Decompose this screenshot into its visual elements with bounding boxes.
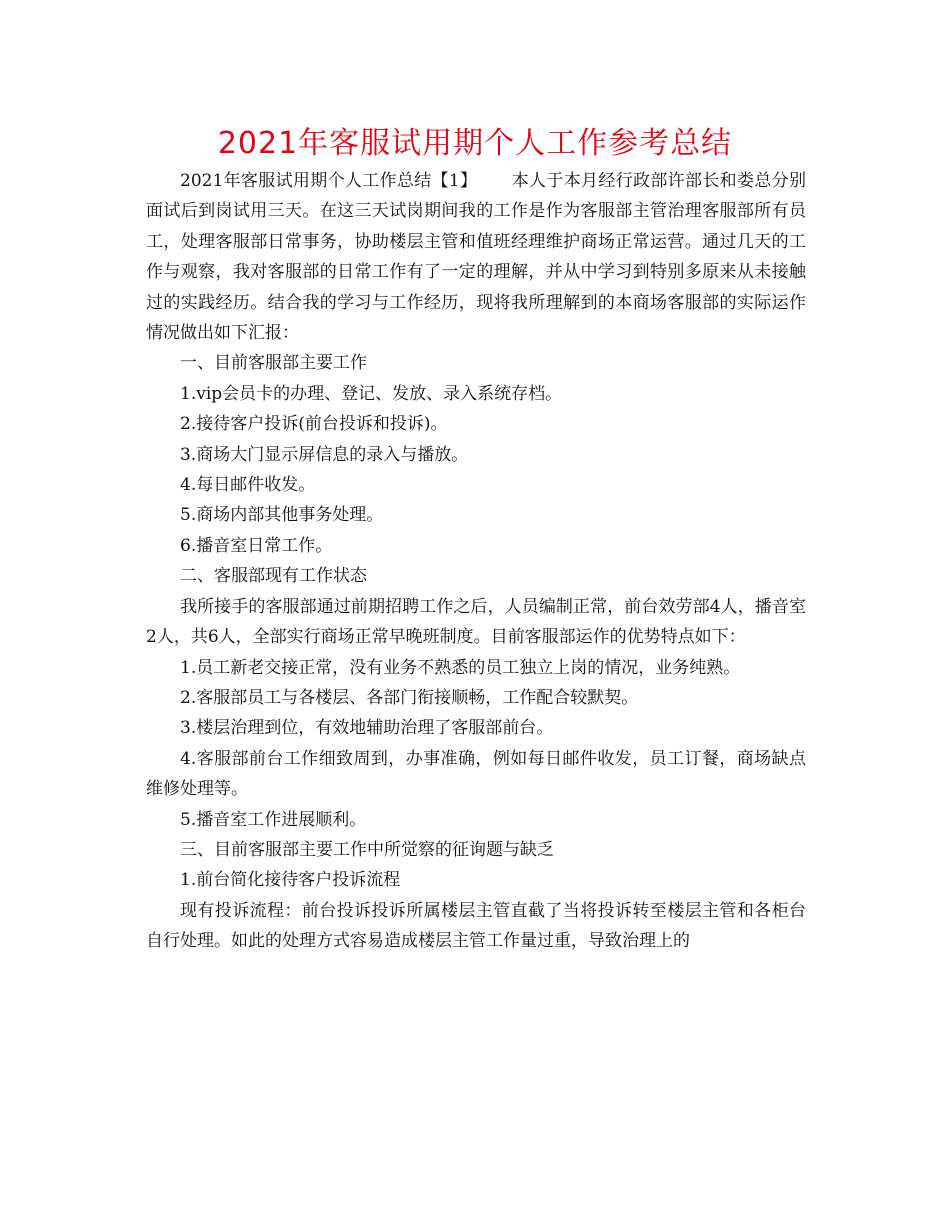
list-item: 4.客服部前台工作细致周到，办事准确，例如每日邮件收发，员工订餐，商场缺点维修处理等。 — [146, 748, 806, 800]
section-heading-2: 二、客服部现有工作状态 — [180, 566, 367, 587]
list-item: 6.播音室日常工作。 — [180, 535, 333, 556]
list-item: 3.楼层治理到位，有效地辅助治理了客服部前台。 — [180, 718, 554, 739]
list-item: 1.vip会员卡的办理、登记、发放、录入系统存档。 — [180, 383, 563, 404]
list-item: 2.接待客户投诉(前台投诉和投诉)。 — [180, 414, 448, 435]
document-body — [146, 166, 806, 957]
intro-text: 本人于本月经行政部许部长和娄总分别面试后到岗试用三天。在这三天试岗期间我的工作是作为客服部主管治理客服部所有员工，处理客服部日常事务，协助楼层主管和值班经理维护商场正常运营。通过几天的工作与观察，我对客服部的日常工作有了一定的理解，并从中学习到特别多原来从未接触过的实践经历。结合我的学习与工作经历，现将我所理解到的本商场客服部的实际运作情况做出如下汇报： — [146, 171, 806, 344]
list-item: 3.商场大门显示屏信息的录入与播放。 — [180, 444, 469, 465]
document-title: 2021年客服试用期个人工作参考总结 — [217, 126, 733, 161]
list-item: 5.播音室工作进展顺利。 — [180, 809, 367, 830]
list-item: 1.员工新老交接正常，没有业务不熟悉的员工独立上岗的情况，业务纯熟。 — [180, 657, 741, 678]
section-heading-1: 一、目前客服部主要工作 — [180, 353, 367, 374]
body-paragraph: 现有投诉流程：前台投诉投诉所属楼层主管直截了当将投诉转至楼层主管和各柜台自行处理。如此的处理方式容易造成楼层主管工作量过重，导致治理上的 — [146, 900, 806, 952]
intro-paragraph — [146, 166, 806, 348]
subsection-heading: 1.前台简化接待客户投诉流程 — [180, 870, 401, 891]
body-paragraph: 我所接手的客服部通过前期招聘工作之后，人员编制正常，前台效劳部4人，播音室2人，共6人，全部实行商场正常早晚班制度。目前客服部运作的优势特点如下： — [146, 596, 806, 648]
intro-heading: 2021年客服试用期个人工作总结【1】 — [180, 171, 478, 191]
section-heading-3: 三、目前客服部主要工作中所觉察的征询题与缺乏 — [180, 839, 554, 860]
list-item: 4.每日邮件收发。 — [180, 475, 316, 496]
list-item: 5.商场内部其他事务处理。 — [180, 505, 384, 526]
list-item: 2.客服部员工与各楼层、各部门衔接顺畅，工作配合较默契。 — [180, 687, 639, 708]
